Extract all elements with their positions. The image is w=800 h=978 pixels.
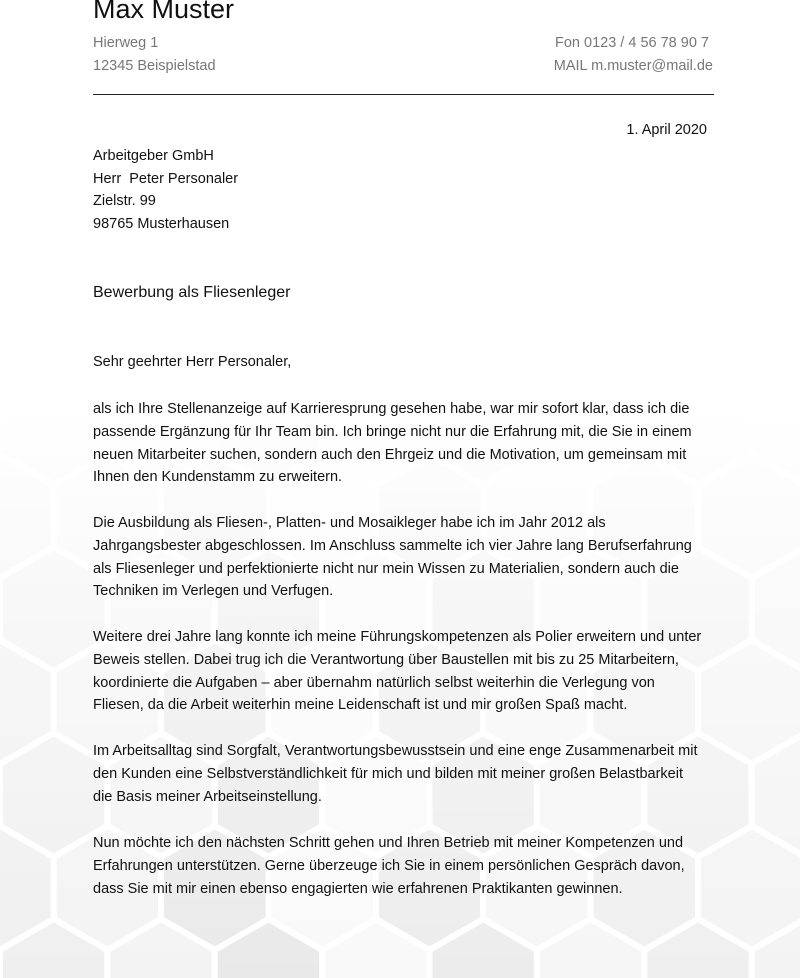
body-line: Beweis stellen. Dabei trug ich die Verantwortung über Baustellen mit bis zu 25 Mitarbeitern, [93,651,679,668]
salutation: Sehr geehrter Herr Personaler, [93,354,292,370]
body-line: als Fliesenleger und perfektionierte nicht nur mein Wissen zu Materialien, sondern auch die [93,560,679,577]
body-line: Die Ausbildung als Fliesen-, Platten- und Mosaikleger habe ich im Jahr 2012 als [93,515,606,531]
body-paragraph-3 [93,626,733,717]
body-line: den Kunden eine Selbstverständlichkeit für mich und bilden mit meiner großen Belastbarkeit [93,765,683,782]
body-paragraph-2 [93,512,733,603]
recipient-address [93,145,238,236]
body-line: Ihnen den Kundenstamm zu erweitern. [93,469,343,486]
body-line: Im Arbeitsalltag sind Sorgfalt, Verantwortungsbewusstsein und eine enge Zusammenarbeit mit [93,743,698,759]
body-paragraph-1 [93,398,733,489]
body-line: Nun möchte ich den nächsten Schritt gehen und Ihren Betrieb mit meiner Kompetenzen und [93,835,684,851]
sender-name: Max Muster [93,0,235,24]
recipient-street: Zielstr. 99 [93,193,156,210]
body-line: Jahrgangsbester abgeschlossen. Im Anschluss sammelte ich vier Jahre lang Berufserfahrung [93,537,692,554]
letter-subject: Bewerbung als Fliesenleger [93,284,291,301]
sender-city: 12345 Beispielstad [93,58,216,74]
body-paragraph-5 [93,832,733,900]
body-line: Fliesen, da die Arbeit weiterhin meine Leidenschaft ist und mir großen Spaß macht. [93,697,628,714]
body-line: Techniken im Verlegen und Verfugen. [93,583,334,600]
body-line: koordinierte die Aufgaben – aber übernahm natürlich selbst weiterhin die Verlegung von [93,674,655,691]
recipient-person: Herr Peter Personaler [93,170,239,187]
body-paragraph-4 [93,740,733,808]
body-line: dass Sie mit mir einen ebenso engagierten wie erfahrenen Praktikanten gewinnen. [93,880,623,897]
body-line: als ich Ihre Stellenanzeige auf Karrieresprung gesehen habe, war mir sofort klar, dass ich die [93,401,690,417]
body-line: die Basis meiner Arbeitseinstellung. [93,788,322,805]
body-line: passende Ergänzung für Ihr Team bin. Ich bringe nicht nur die Erfahrung mit, die Sie in einem [93,423,692,440]
body-line: Weitere drei Jahre lang konnte ich meine Führungskompetenzen als Polier erweitern und unter [93,629,702,645]
body-line: neuen Mitarbeiter suchen, sondern auch den Ehrgeiz und die Motivation, um gemeinsam mit [93,446,687,463]
recipient-city: 98765 Musterhausen [93,216,230,233]
sender-street: Hierweg 1 [93,35,159,51]
recipient-company: Arbeitgeber GmbH [93,148,214,164]
body-line: Erfahrungen unterstützen. Gerne überzeuge ich Sie in einem persönlichen Gespräch davon, [93,857,685,874]
letter-date: 1. April 2020 [626,122,707,138]
header-divider [93,94,714,95]
sender-email: MAIL m.muster@mail.de [553,58,713,74]
sender-phone: Fon 0123 / 4 56 78 90 7 [555,35,709,51]
